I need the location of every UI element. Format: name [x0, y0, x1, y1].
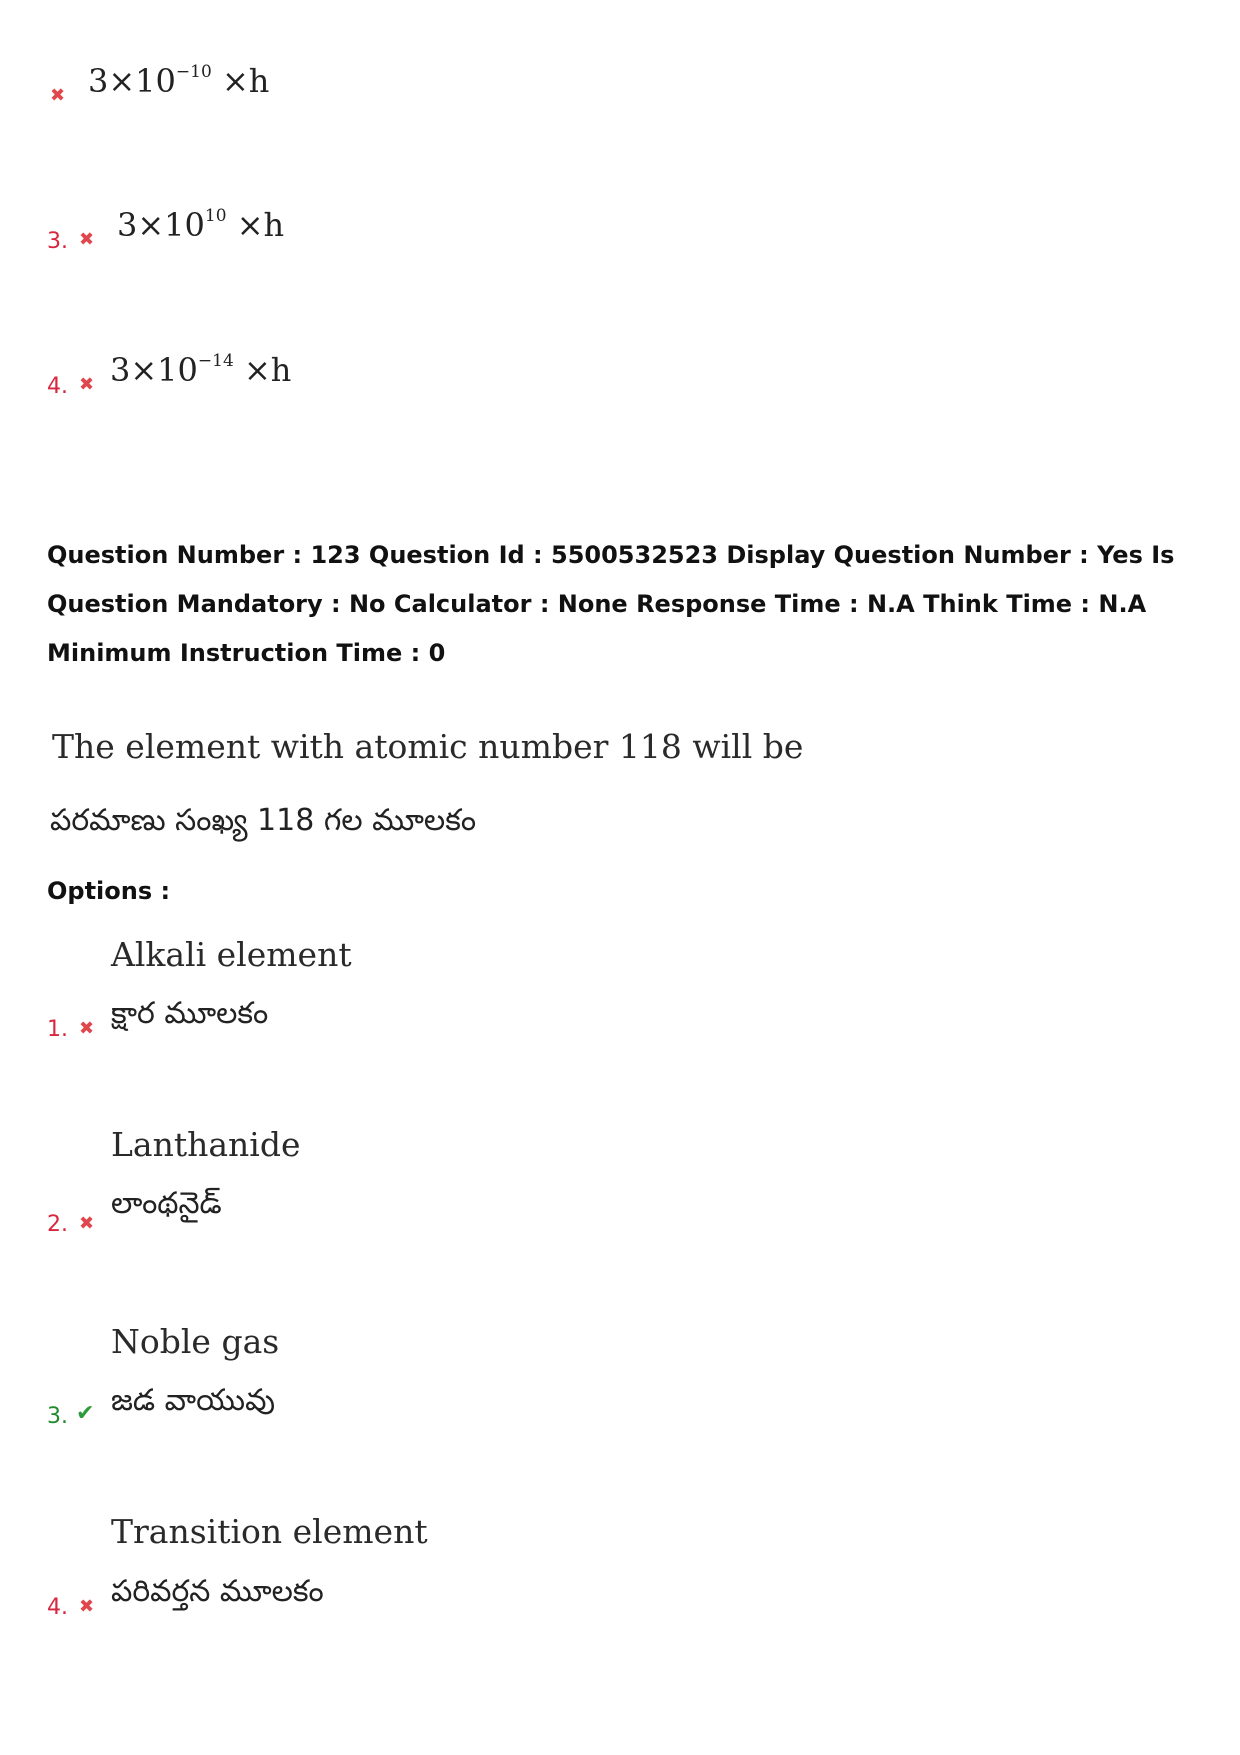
option-number: 3. — [47, 229, 68, 254]
option-text-en: Lanthanide — [111, 1125, 301, 1164]
question-text-en: The element with atomic number 118 will be — [52, 727, 804, 766]
cross-icon: ✖ — [79, 1018, 95, 1039]
option-text-en: Transition element — [111, 1512, 428, 1551]
option-number: 3. — [47, 1404, 68, 1429]
option-number: 2. — [47, 1212, 68, 1237]
option-text-te: జడ వాయువు — [111, 1383, 276, 1418]
option-text-te: పరివర్తన మూలకం — [111, 1574, 324, 1609]
check-icon: ✔ — [76, 1401, 95, 1426]
option-text-en: Alkali element — [111, 935, 352, 974]
cross-icon: ✖ — [79, 229, 95, 250]
question-text-te: పరమాణు సంఖ్య 118 గల మూలకం — [50, 803, 477, 838]
option-number: 4. — [47, 374, 68, 399]
option-number: 1. — [47, 1017, 68, 1042]
cross-icon: ✖ — [50, 85, 66, 106]
cross-icon: ✖ — [79, 1596, 95, 1617]
prev-option-formula: $3\times 10^{-14} \times h$ — [110, 351, 292, 389]
option-text-en: Noble gas — [111, 1322, 280, 1361]
prev-option-formula: $3\times 10^{-10} \times h$ — [88, 62, 270, 100]
options-label: Options : — [47, 877, 171, 905]
cross-icon: ✖ — [79, 374, 95, 395]
cross-icon: ✖ — [79, 1213, 95, 1234]
option-text-te: లాంథనైడ్ — [111, 1186, 222, 1221]
question-meta: Question Number : 123 Question Id : 5500532523 Display Question Number : Yes Is Question Mandatory : No Calculator : None Response Time : N.A Think Time : N.A Minimum Instruction Time : 0 — [47, 541, 1175, 667]
option-text-te: క్షార మూలకం — [111, 996, 269, 1031]
option-number: 4. — [47, 1595, 68, 1620]
prev-option-formula: $3\times 10^{10} \times h$ — [117, 206, 285, 244]
